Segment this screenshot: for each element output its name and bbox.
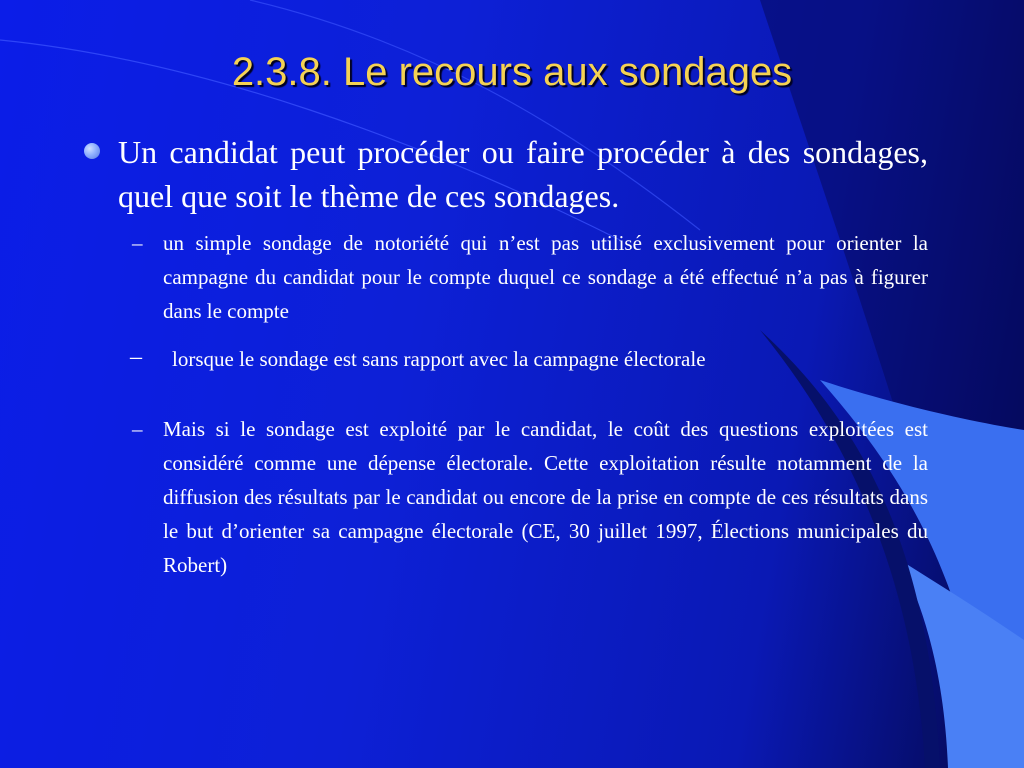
main-bullet-text: Un candidat peut procéder ou faire procéder à des sondages, quel que soit le thème de ces sondages. bbox=[118, 134, 928, 214]
sub-item bbox=[80, 226, 928, 328]
sub-item bbox=[80, 412, 928, 582]
dash-marker: – bbox=[132, 231, 143, 255]
slide-title: 2.3.8. Le recours aux sondages bbox=[231, 50, 793, 94]
sub-item bbox=[80, 342, 928, 376]
sub-item-text: un simple sondage de notoriété qui n’est pas utilisé exclusivement pour orienter la campagne du candidat pour le compte duquel ce sondage a été effectué n’a pas à figurer dans le compte bbox=[163, 231, 928, 323]
slide-content bbox=[80, 130, 928, 582]
bullet-dot-icon bbox=[84, 143, 100, 159]
sub-item-text: Mais si le sondage est exploité par le candidat, le coût des questions exploitées est considéré comme une dépense électorale. Cette exploitation résulte notamment de la diffusion des résultats par le candidat ou encore de la prise en compte de ces résultats dans le but d’orienter sa campagne électorale (CE, 30 juillet 1997, Élections municipales du Robert) bbox=[163, 417, 928, 577]
dash-marker: – bbox=[132, 417, 143, 441]
sub-item-text: lorsque le sondage est sans rapport avec la campagne électorale bbox=[172, 347, 706, 371]
dash-marker: – bbox=[130, 344, 142, 370]
main-bullet bbox=[80, 130, 928, 218]
